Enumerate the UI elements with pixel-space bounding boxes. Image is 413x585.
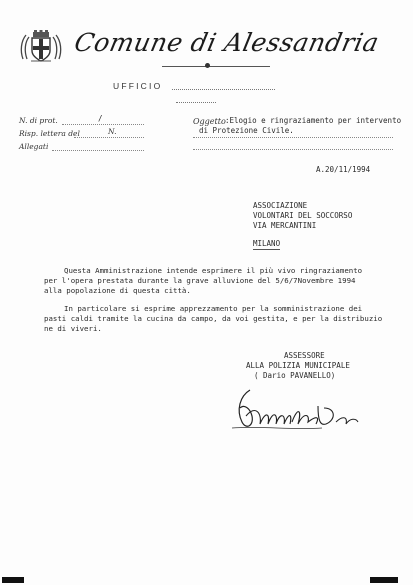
oggetto-line2: di Protezione Civile.: [199, 126, 294, 135]
allegati-label: Allegati: [19, 142, 49, 151]
handwritten-signature: [232, 386, 372, 436]
body-paragraph-1: [44, 266, 362, 297]
oggetto-dotline-2: [193, 149, 393, 150]
signature-role: ASSESSORE: [284, 351, 325, 360]
ufficio-label: UFFICIO: [113, 81, 163, 91]
body-line: per l'opera prestata durante la grave alluvione del 5/6/7Novembre 1994: [44, 276, 356, 286]
prot-line: [62, 124, 144, 125]
allegati-line: [52, 150, 144, 151]
body-paragraph-2: [44, 304, 382, 335]
risp-n-label: N.: [108, 127, 117, 136]
oggetto-dotline-1: [193, 137, 393, 138]
ufficio-line-short: [176, 102, 216, 103]
ufficio-line: [172, 89, 275, 90]
signature-dept: ALLA POLIZIA MUNICIPALE: [246, 361, 350, 370]
risp-label: Risp. lettera del: [19, 129, 80, 138]
recipient-city: MILANO: [253, 239, 281, 248]
recipient-line: VOLONTARI DEL SOCCORSO: [253, 211, 353, 220]
oggetto-line1: :Elogio e ringraziamento per intervento: [225, 116, 402, 125]
comune-crest-icon: [19, 29, 63, 65]
recipient-block: [253, 201, 352, 250]
body-line: ne di viveri.: [44, 324, 102, 334]
scan-edge-marks: [0, 575, 413, 585]
recipient-line: ASSOCIAZIONE: [253, 201, 308, 210]
body-line: alla popolazione di questa città.: [44, 286, 191, 296]
risp-line: [74, 137, 144, 138]
recipient-line: VIA MERCANTINI: [253, 221, 317, 230]
body-line: pasti caldi tramite la cucina da campo, da voi gestita, e per la distribuzio: [44, 314, 383, 324]
body-line: In particolare si esprime apprezzamento per la somministrazione dei: [64, 304, 363, 313]
title-underline: [162, 66, 270, 67]
oggetto-label: Oggetto: [193, 117, 226, 126]
signature-name: ( Dario PAVANELLO): [254, 371, 336, 380]
comune-title: Comune di Alessandria: [71, 28, 382, 57]
letter-date: A.20/11/1994: [316, 165, 371, 174]
body-line: Questa Amministrazione intende esprimere il più vivo ringraziamento: [64, 266, 363, 275]
title-ornament: [205, 63, 210, 68]
prot-slash: /: [98, 114, 103, 123]
prot-label: N. di prot.: [19, 116, 58, 125]
